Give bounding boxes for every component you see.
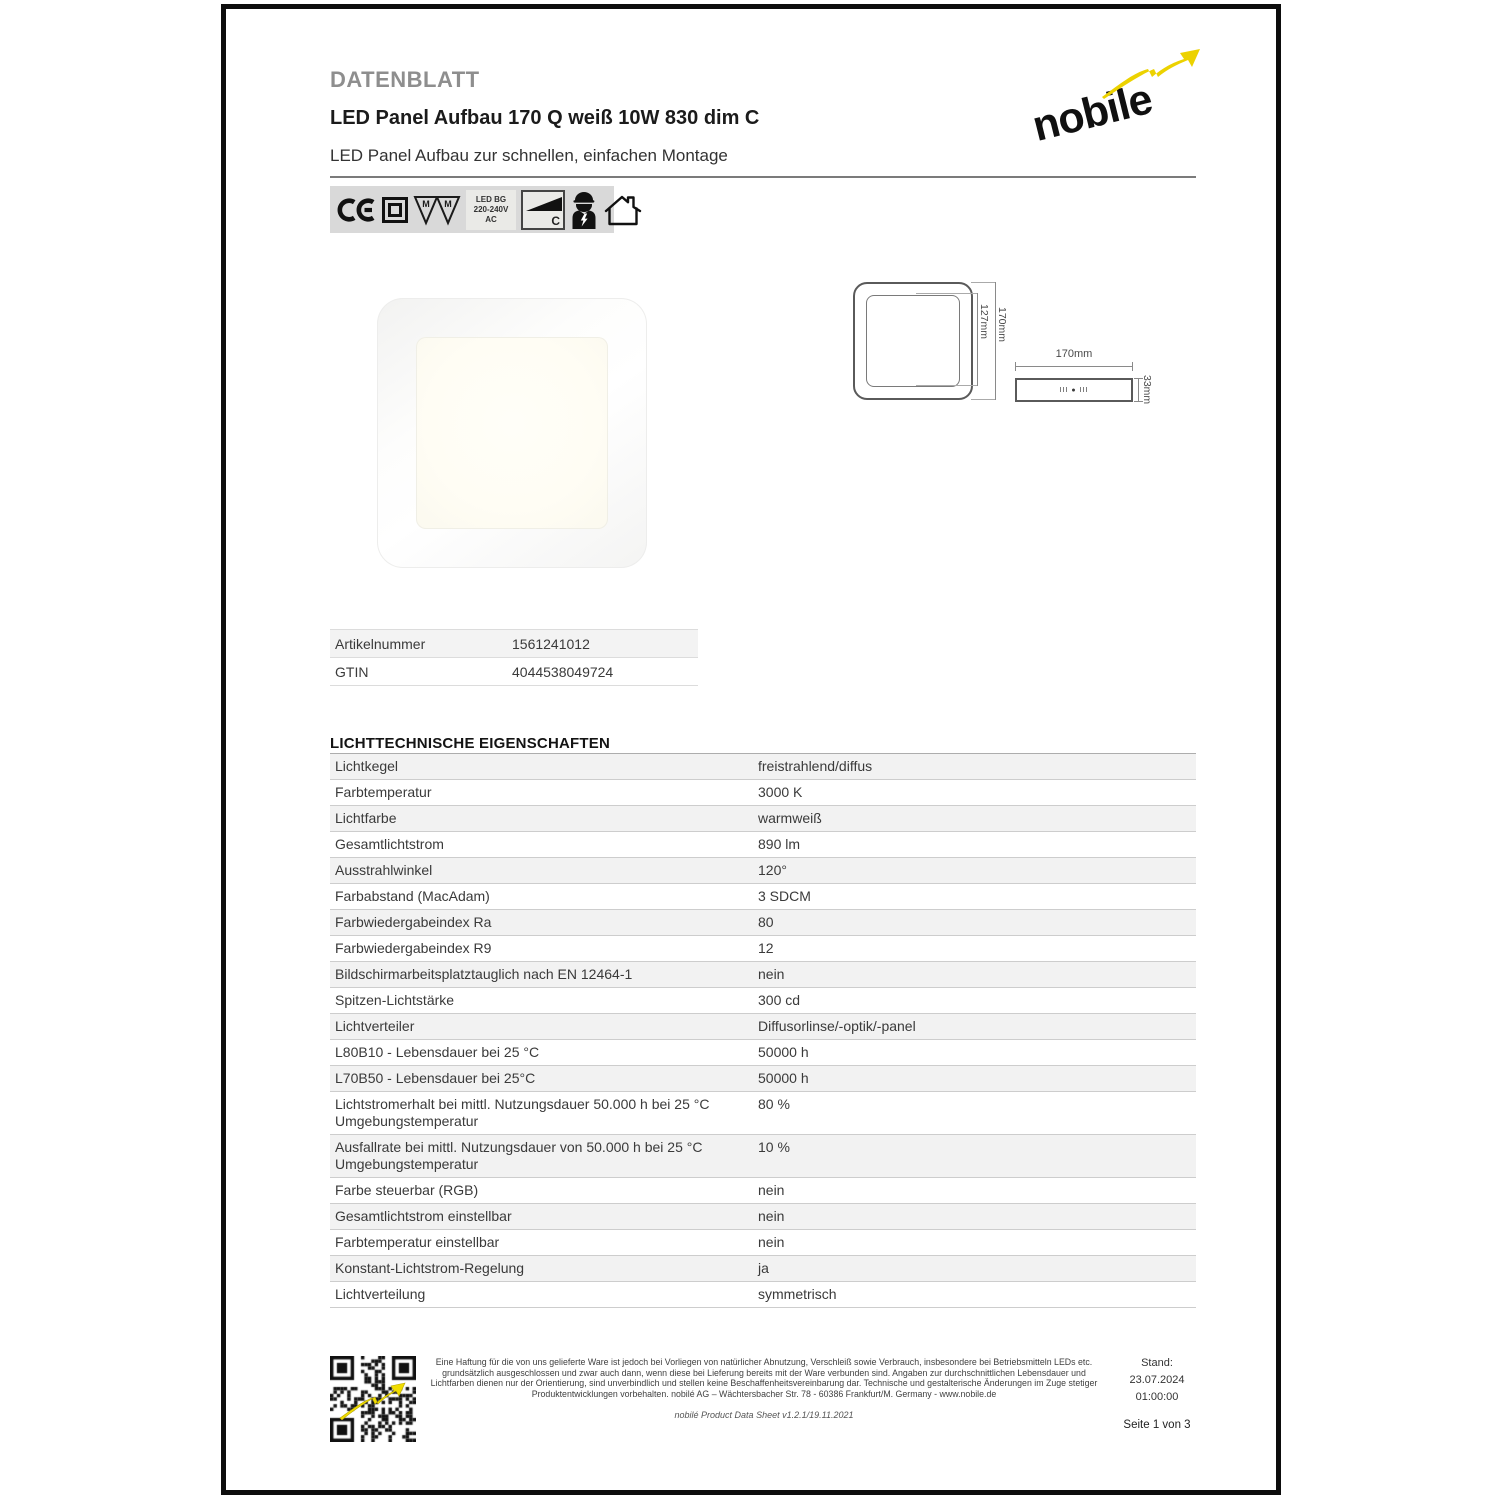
led-voltage-badge	[466, 190, 516, 230]
table-row	[330, 832, 1196, 858]
property-label: Lichtfarbe	[335, 810, 397, 826]
product-photo	[377, 298, 647, 568]
property-label: Konstant-Lichtstrom-Regelung	[335, 1260, 525, 1276]
property-value: ja	[758, 1260, 769, 1276]
dimmable-icon	[521, 190, 565, 230]
stand-label: Stand:	[1141, 1357, 1173, 1369]
doc-type-label: DATENBLATT	[330, 67, 480, 92]
property-value: symmetrisch	[758, 1286, 837, 1302]
header-divider	[330, 176, 1196, 178]
property-label: Farbtemperatur	[335, 784, 432, 800]
page-subtitle: LED Panel Aufbau zur schnellen, einfachen Montage	[330, 146, 728, 165]
dim-tick	[1132, 362, 1133, 371]
table-row	[330, 858, 1196, 884]
table-row	[330, 962, 1196, 988]
extension-line	[971, 282, 996, 283]
property-label: Gesamtlichtstrom einstellbar	[335, 1208, 512, 1224]
side-height-label: 33mm	[1141, 375, 1153, 405]
property-label: Ausstrahlwinkel	[335, 862, 433, 878]
table-row	[330, 1204, 1196, 1230]
property-value: 10 %	[758, 1139, 790, 1155]
property-label: Lichtverteilung	[335, 1286, 426, 1302]
legal-fineprint	[428, 1357, 1100, 1420]
logo-arrow-icon	[1096, 47, 1206, 99]
led-badge-line: AC	[485, 214, 497, 224]
stand-date: 23.07.2024	[1129, 1374, 1185, 1386]
table-row	[330, 658, 698, 686]
stand-time: 01:00:00	[1135, 1391, 1179, 1403]
property-value: nein	[758, 1208, 785, 1224]
side-width-dim-line	[1015, 366, 1133, 367]
properties-table	[330, 753, 1196, 1308]
panel-diffuser	[416, 337, 608, 529]
led-badge-line: 220-240V	[473, 204, 509, 214]
table-row	[330, 988, 1196, 1014]
table-row	[330, 884, 1196, 910]
table-row	[330, 1135, 1196, 1178]
extension-line	[916, 293, 977, 294]
side-width-label: 170mm	[1055, 348, 1093, 360]
property-value: 3000 K	[758, 784, 803, 800]
property-label: Lichtverteiler	[335, 1018, 415, 1034]
property-value: 890 lm	[758, 836, 801, 852]
table-row	[330, 1230, 1196, 1256]
article-row-value: 1561241012	[512, 635, 590, 652]
page-number: Seite 1 von 3	[1123, 1419, 1191, 1431]
property-value: freistrahlend/diffus	[758, 758, 873, 774]
property-value: 80	[758, 914, 774, 930]
front-view-drawing	[853, 282, 973, 400]
property-value: nein	[758, 1234, 785, 1250]
properties-heading: LICHTTECHNISCHE EIGENSCHAFTEN	[330, 735, 610, 752]
article-table	[330, 629, 698, 686]
property-value: Diffusorlinse/-optik/-panel	[758, 1018, 916, 1034]
dim-label-170mm: 170mm	[996, 307, 1008, 343]
front-view-inner-square	[866, 295, 960, 387]
table-row	[330, 630, 698, 658]
property-value: 50000 h	[758, 1044, 809, 1060]
property-value: nein	[758, 1182, 785, 1198]
table-row	[330, 1178, 1196, 1204]
property-label: L80B10 - Lebensdauer bei 25 °C	[335, 1044, 540, 1060]
certification-icon-band	[330, 186, 614, 233]
table-row	[330, 1092, 1196, 1135]
datasheet-version: nobilé Product Data Sheet v1.2.1/19.11.2021	[674, 1410, 854, 1420]
property-label: Gesamtlichtstrom	[335, 836, 444, 852]
table-row	[330, 780, 1196, 806]
property-value: 300 cd	[758, 992, 801, 1008]
revision-block	[1107, 1355, 1207, 1434]
mm-triangles-icon	[413, 194, 461, 226]
table-row	[330, 1066, 1196, 1092]
qr-code-block	[330, 1356, 416, 1442]
side-view-vents: III ● III	[1059, 386, 1089, 394]
electrician-icon	[570, 190, 598, 230]
property-label: Ausfallrate bei mittl. Nutzungsdauer von 50.000 h bei 25 °C Umgebungstemperatur	[335, 1139, 703, 1172]
property-label: Lichtkegel	[335, 758, 399, 774]
svg-text:M: M	[444, 198, 452, 209]
property-value: 120°	[758, 862, 787, 878]
table-row	[330, 1282, 1196, 1308]
qr-lightning-icon	[338, 1378, 408, 1420]
table-row	[330, 1256, 1196, 1282]
table-row	[330, 1040, 1196, 1066]
property-value: 3 SDCM	[758, 888, 811, 904]
table-row	[330, 754, 1196, 780]
table-row	[330, 806, 1196, 832]
brand-logo	[1026, 47, 1206, 157]
property-label: L70B50 - Lebensdauer bei 25°C	[335, 1070, 536, 1086]
table-row	[330, 910, 1196, 936]
protection-class-2-icon	[382, 197, 408, 223]
datasheet-page	[221, 4, 1281, 1495]
dim-tick	[1015, 362, 1016, 371]
property-label: Lichtstromerhalt bei mittl. Nutzungsdauer 50.000 h bei 25 °C Umgebungstemperatur	[335, 1096, 710, 1129]
property-label: Farbwiedergabeindex Ra	[335, 914, 492, 930]
article-row-label: GTIN	[335, 663, 369, 680]
property-value: 80 %	[758, 1096, 790, 1112]
dim-curve-letter: C	[551, 213, 560, 228]
led-badge-line: LED BG	[475, 194, 507, 204]
extension-line	[971, 399, 996, 400]
property-label: Bildschirmarbeitsplatztauglich nach EN 12464-1	[335, 966, 633, 982]
dim-label-127mm: 127mm	[978, 304, 990, 340]
brand-logo-text: nobile	[1027, 75, 1157, 151]
indoor-use-icon	[603, 193, 643, 227]
property-value: warmweiß	[758, 810, 822, 826]
property-value: nein	[758, 966, 785, 982]
table-row	[330, 936, 1196, 962]
property-value: 50000 h	[758, 1070, 809, 1086]
side-height-dim-line	[1138, 378, 1139, 402]
article-row-label: Artikelnummer	[335, 635, 426, 652]
page-title: LED Panel Aufbau 170 Q weiß 10W 830 dim C	[330, 107, 760, 129]
property-label: Farbe steuerbar (RGB)	[335, 1182, 479, 1198]
property-label: Farbwiedergabeindex R9	[335, 940, 492, 956]
table-row	[330, 1014, 1196, 1040]
property-label: Farbabstand (MacAdam)	[335, 888, 490, 904]
disclaimer-text: Eine Haftung für die von uns gelieferte Ware ist jedoch bei Vorliegen von natürlicher Abnutzung, Verschleiß sowie Verbrauch, insbesondere bei Betriebsmitteln LEDs etc. grundsätzlich ausgeschlossen und zwar auch dann, wenn diese bei Lieferung bereits mit der Ware verbunden sind. Angaben zur durchschnittlichen Lebensdauer und Lichtfarben dienen nur der Orientierung, sind unverbindlich und stellen keine Beschaffenheitsvereinbarung dar. Technische und gestalterische Änderungen im Zuge stetiger Produktentwicklungen vorbehalten. nobilé AG – Wächtersbacher Str. 78 - 60386 Frankfurt/M. Germany - www.nobile.de	[430, 1357, 1098, 1399]
article-row-value: 4044538049724	[512, 663, 614, 680]
side-view-drawing	[1015, 378, 1133, 402]
property-value: 12	[758, 940, 774, 956]
extension-line	[916, 385, 977, 386]
ce-mark-icon	[337, 197, 377, 223]
svg-text:M: M	[422, 198, 430, 209]
property-label: Farbtemperatur einstellbar	[335, 1234, 500, 1250]
property-label: Spitzen-Lichtstärke	[335, 992, 455, 1008]
